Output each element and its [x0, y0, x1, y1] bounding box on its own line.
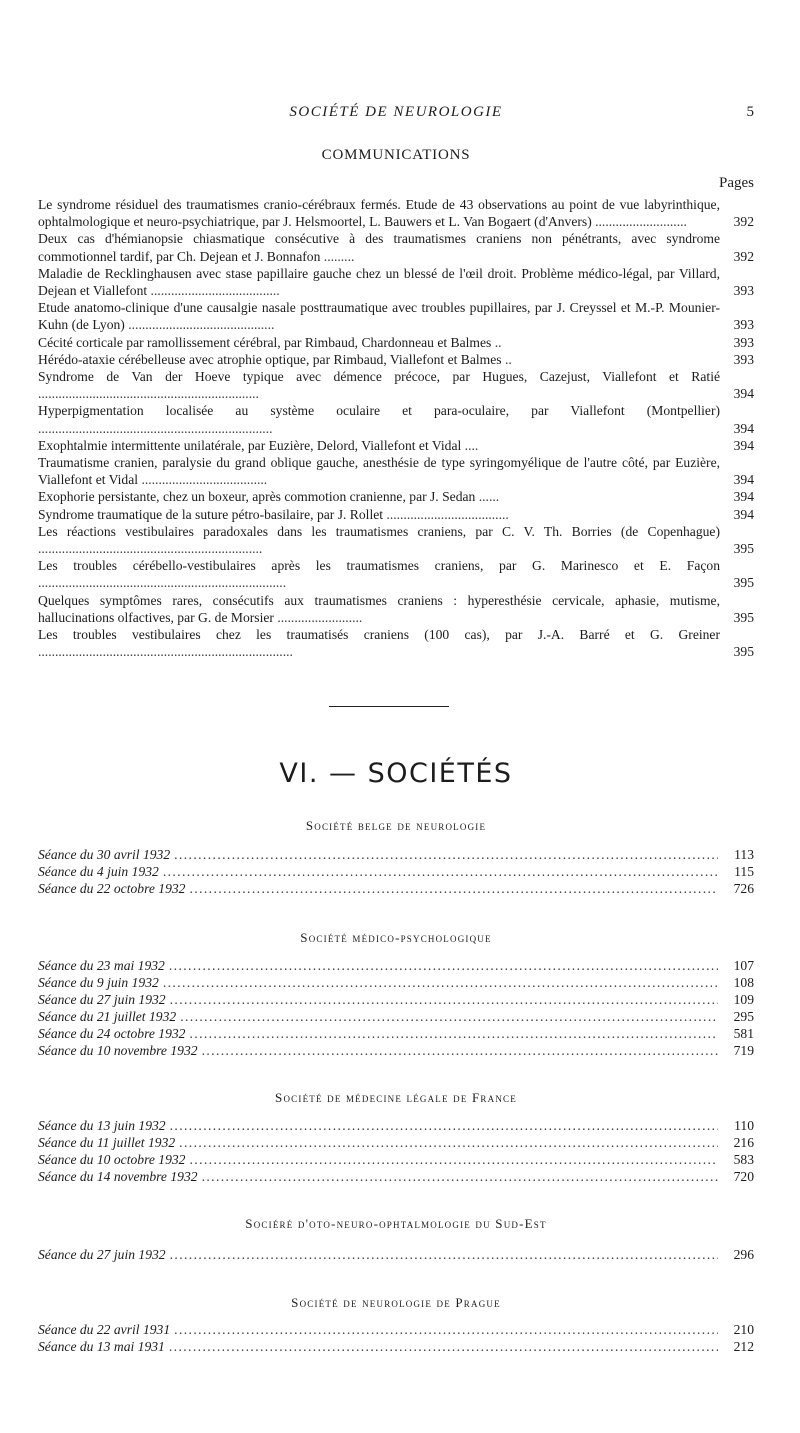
seance-page: 109 [733, 992, 754, 1007]
pages-column-label: Pages [719, 175, 754, 191]
list-item [38, 846, 754, 863]
entry-page: 393 [722, 282, 754, 299]
entry-text: Traumatisme cranien, paralysie du grand oblique gauche, anesthésie de type syringomyélique de l'autre côté, par Euzière, Viallefont et Vidal [38, 455, 720, 488]
entry-page: 395 [722, 609, 754, 626]
entry-text: Hérédo-ataxie cérébelleuse avec atrophie optique, par Rimbaud, Viallefont et Balmes [38, 351, 502, 367]
list-item: Cécité corticale par ramollissement cérébral, par Rimbaud, Chardonneau et Balmes .. 393 [38, 334, 754, 350]
entry-text: Exophorie persistante, chez un boxeur, après commotion cranienne, par J. Sedan [38, 489, 476, 505]
entry-page: 395 [722, 643, 754, 660]
seance-page: 720 [733, 1169, 754, 1184]
list-item: Etude anatomo-clinique d'une causalgie nasale posttraumatique avec troubles pupillaires, par J. Creyssel et M.-P. Mounier-Kuhn (de Lyon) ........................................... 393 [38, 300, 754, 333]
seance-list [38, 1321, 754, 1355]
list-item: Les troubles vestibulaires chez les traumatisés craniens (100 cas), par J.-A. Barré et G. Greiner ........................................................................... 395 [38, 627, 754, 660]
seance-page: 212 [733, 1339, 754, 1354]
entry-page: 393 [722, 316, 754, 333]
seance-label: Séance du 10 octobre 1932 [38, 1152, 186, 1167]
list-item: Traumatisme cranien, paralysie du grand oblique gauche, anesthésie de type syringomyélique de l'autre côté, par Euzière, Viallefont et Vidal ..................................... 394 [38, 455, 754, 488]
list-item [38, 1042, 754, 1059]
entry-page: 394 [722, 420, 754, 437]
society-heading: Société médico-psychologique [300, 930, 492, 945]
seance-page: 210 [733, 1322, 754, 1337]
entry-text: Le syndrome résiduel des traumatismes cranio-cérébraux fermés. Etude de 43 observations au point de vue labyrinthique, ophtalmologique et neuro-psychiatrique, par J. Helsmoortel, L. Bauwers et L. Van Bogaert (d'Anvers) [38, 197, 720, 230]
entry-page: 394 [722, 437, 754, 454]
list-item: Hyperpigmentation localisée au système oculaire et para-oculaire, par Viallefont (Montpellier) ..................................................................... 394 [38, 403, 754, 436]
list-item: Les troubles cérébello-vestibulaires après les traumatismes craniens, par G. Marinesco et E. Façon ......................................................................... 395 [38, 558, 754, 591]
seance-label: Séance du 11 juillet 1932 [38, 1135, 176, 1150]
list-item [38, 991, 754, 1008]
seance-page: 115 [734, 864, 754, 879]
communications-heading: COMMUNICATIONS [321, 147, 471, 163]
section-title: VI. — SOCIÉTÉS [279, 758, 513, 789]
entry-page: 392 [722, 248, 754, 265]
entry-text: Maladie de Recklinghausen avec stase papillaire gauche chez un blessé de l'œil droit. Problème médico-légal, par Villard, Dejean et Viallefont [38, 265, 720, 299]
seance-list [38, 957, 754, 1059]
seance-label: Séance du 24 octobre 1932 [38, 1026, 186, 1041]
list-item [38, 1338, 754, 1355]
entry-page: 394 [722, 471, 754, 488]
seance-page: 108 [733, 975, 754, 990]
entry-text: Syndrome de Van der Hoeve typique avec démence précoce, par Hugues, Cazejust, Viallefont et Ratié [38, 369, 720, 385]
seance-label: Séance du 30 avril 1932 [38, 847, 171, 862]
list-item: Maladie de Recklinghausen avec stase papillaire gauche chez un blessé de l'œil droit. Problème médico-légal, par Villard, Dejean et Viallefont ...................................... 393 [38, 265, 754, 299]
list-item [38, 1246, 754, 1263]
running-head-title: SOCIÉTÉ DE NEUROLOGIE [289, 104, 503, 120]
document-page [38, 0, 754, 1433]
list-item: Quelques symptômes rares, consécutifs aux traumatismes craniens : hyperesthésie cervicale, aphasie, mutisme, hallucinations olfactives, par G. de Morsier ......................... 395 [38, 592, 754, 625]
list-item: Exophorie persistante, chez un boxeur, après commotion cranienne, par J. Sedan ...... 394 [38, 489, 754, 505]
seance-page: 113 [734, 847, 754, 862]
seance-label: Séance du 22 avril 1931 [38, 1322, 171, 1337]
seance-label: Séance du 21 juillet 1932 [38, 1009, 177, 1024]
entry-page: 394 [722, 506, 754, 523]
list-item [38, 880, 754, 897]
seance-page: 726 [733, 881, 754, 896]
entry-text: Deux cas d'hémianopsie chiasmatique consécutive à des traumatismes craniens non pénétrants, avec syndrome commotionnel tardif, par Ch. Dejean et J. Bonnafon [38, 231, 720, 264]
seance-list [38, 1246, 754, 1263]
society-heading: Sociéré d'oto-neuro-ophtalmologie du Sud-Est [245, 1216, 547, 1231]
list-item [38, 974, 754, 991]
seance-label: Séance du 13 juin 1932 [38, 1118, 166, 1133]
list-item: Hérédo-ataxie cérébelleuse avec atrophie optique, par Rimbaud, Viallefont et Balmes .. 393 [38, 351, 754, 367]
seance-page: 295 [733, 1009, 754, 1024]
list-item [38, 1168, 754, 1185]
society-heading: Société de médecine légale de France [275, 1090, 517, 1105]
page-number: 5 [746, 104, 754, 120]
seance-label: Séance du 9 juin 1932 [38, 975, 159, 990]
section-divider [329, 706, 449, 707]
list-item [38, 1151, 754, 1168]
seance-label: Séance du 14 novembre 1932 [38, 1169, 198, 1184]
entry-text: Syndrome traumatique de la suture pétro-basilaire, par J. Rollet [38, 506, 384, 522]
list-item [38, 863, 754, 880]
entry-page: 395 [722, 574, 754, 591]
list-item: Exophtalmie intermittente unilatérale, par Euzière, Delord, Viallefont et Vidal .... 394 [38, 437, 754, 453]
seance-label: Séance du 27 juin 1932 [38, 1247, 166, 1262]
entry-text: Les réactions vestibulaires paradoxales dans les traumatismes craniens, par C. V. Th. Borries (de Copenhague) [38, 523, 720, 539]
society-heading: Société de neurologie de Prague [291, 1295, 501, 1310]
communications-list [38, 196, 754, 660]
seance-label: Séance du 10 novembre 1932 [38, 1043, 198, 1058]
list-item: Syndrome de Van der Hoeve typique avec démence précoce, par Hugues, Cazejust, Viallefont et Ratié ................................................................. 394 [38, 369, 754, 402]
list-item [38, 1008, 754, 1025]
seance-list [38, 846, 754, 897]
list-item [38, 1321, 754, 1338]
seance-page: 296 [733, 1247, 754, 1262]
entry-page: 395 [722, 540, 754, 557]
entry-text: Les troubles vestibulaires chez les traumatisés craniens (100 cas), par J.-A. Barré et G. Greiner [38, 627, 720, 643]
seance-page: 216 [733, 1135, 754, 1150]
seance-page: 110 [734, 1118, 754, 1133]
entry-page: 394 [722, 488, 754, 505]
seance-page: 107 [733, 958, 754, 973]
entry-text: Quelques symptômes rares, consécutifs aux traumatismes craniens : hyperesthésie cervicale, aphasie, mutisme, hallucinations olfactives, par G. de Morsier [38, 592, 720, 625]
entry-text: Les troubles cérébello-vestibulaires après les traumatismes craniens, par G. Marinesco et E. Façon [38, 558, 720, 574]
list-item: Le syndrome résiduel des traumatismes cranio-cérébraux fermés. Etude de 43 observations au point de vue labyrinthique, ophtalmologique et neuro-psychiatrique, par J. Helsmoortel, L. Bauwers et L. Van Bogaert (d'Anvers) ........................... 392 [38, 197, 754, 230]
entry-page: 394 [722, 385, 754, 402]
entry-text: Cécité corticale par ramollissement cérébral, par Rimbaud, Chardonneau et Balmes [38, 334, 492, 350]
seance-label: Séance du 27 juin 1932 [38, 992, 166, 1007]
list-item [38, 1117, 754, 1134]
society-heading: Société belge de neurologie [305, 818, 487, 833]
seance-label: Séance du 23 mai 1932 [38, 958, 165, 973]
seance-page: 581 [733, 1026, 754, 1041]
running-head [38, 104, 754, 124]
entry-text: Hyperpigmentation localisée au système oculaire et para-oculaire, par Viallefont (Montpellier) [38, 403, 720, 419]
seance-label: Séance du 13 mai 1931 [38, 1339, 165, 1354]
seance-label: Séance du 4 juin 1932 [38, 864, 159, 879]
seance-list [38, 1117, 754, 1185]
list-item: Syndrome traumatique de la suture pétro-basilaire, par J. Rollet .................................... 394 [38, 506, 754, 522]
list-item: Les réactions vestibulaires paradoxales dans les traumatismes craniens, par C. V. Th. Borries (de Copenhague) .................................................................. 395 [38, 523, 754, 557]
list-item [38, 1134, 754, 1151]
list-item [38, 957, 754, 974]
seance-page: 719 [733, 1043, 754, 1058]
seance-label: Séance du 22 octobre 1932 [38, 881, 186, 896]
entry-text: Etude anatomo-clinique d'une causalgie nasale posttraumatique avec troubles pupillaires, par J. Creyssel et M.-P. Mounier-Kuhn (de Lyon) [38, 300, 720, 333]
entry-text: Exophtalmie intermittente unilatérale, par Euzière, Delord, Viallefont et Vidal [38, 437, 462, 453]
list-item: Deux cas d'hémianopsie chiasmatique consécutive à des traumatismes craniens non pénétrants, avec syndrome commotionnel tardif, par Ch. Dejean et J. Bonnafon ......... 392 [38, 231, 754, 264]
seance-page: 583 [733, 1152, 754, 1167]
entry-page: 393 [722, 351, 754, 368]
entry-page: 392 [722, 213, 754, 230]
entry-page: 393 [722, 334, 754, 351]
list-item [38, 1025, 754, 1042]
